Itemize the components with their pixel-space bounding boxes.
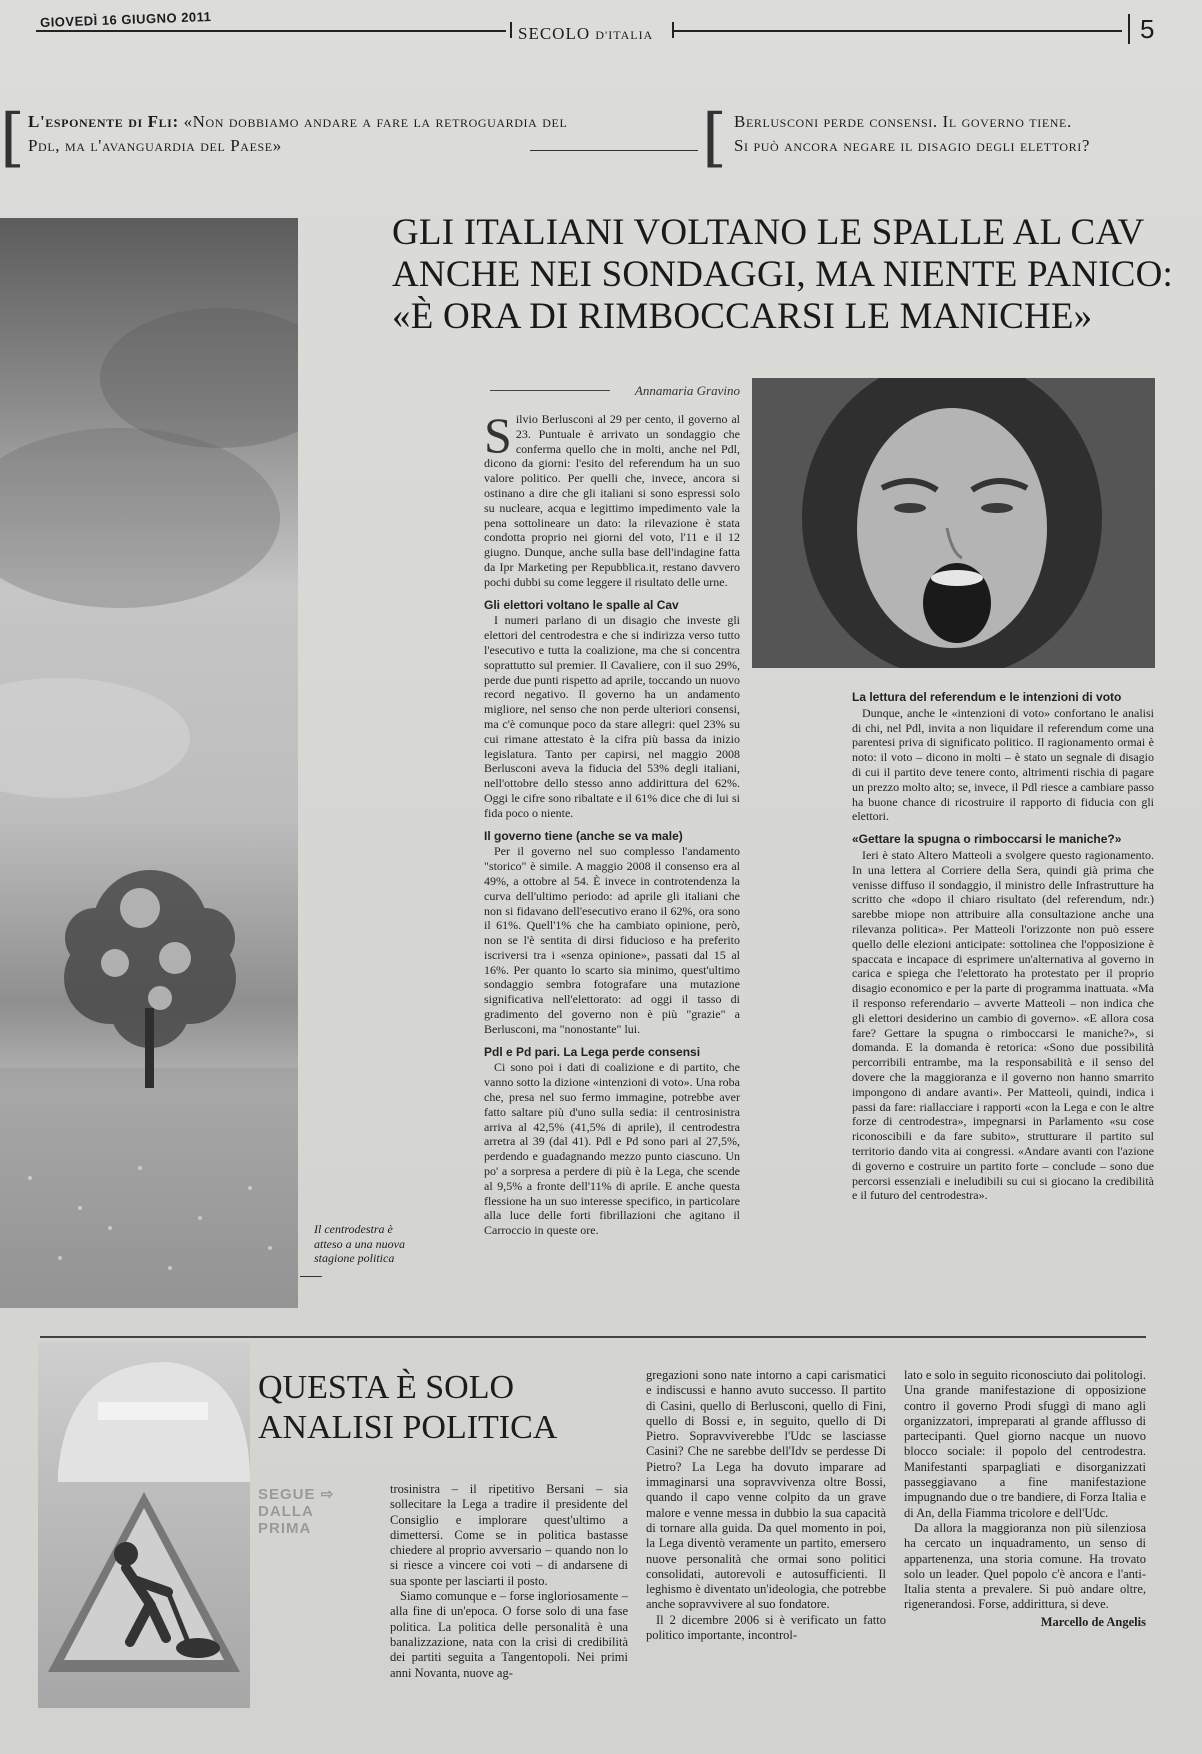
masthead-rule-left (36, 30, 506, 32)
dropcap: S (484, 407, 512, 463)
analysis-column-1: trosinistra – il ripetitivo Bersani – sia sollecitare la Lega a tradire il presidente del Consiglio e implorare quest'ultimo a dimettersi. Come se in politica bastasse chiedere al proprio avversario – quando non lo si riesce a vincere coi voti – di andarsene di sua sponte per lasciarti il posto. Siamo comunque e – forse ingloriosamente – alla fine di un'epoca. O forse solo di una fase politica. La politica delle personalità è una banalizzazione, nata con la crisi di credibilità dei partiti seguita a Tangentopoli. Nei primi anni Novanta, nuove ag- (390, 1482, 628, 1680)
masthead-divider (672, 22, 674, 38)
segue-dalla-prima: SEGUE ⇨ DALLA PRIMA (258, 1486, 335, 1537)
subhead-3: Pdl e Pd pari. La Lega perde consensi (484, 1044, 701, 1059)
screaming-girl-photo (752, 378, 1155, 668)
kicker-left: L'esponente di Fli: «Non dobbiamo andare a fare la retroguardia del Pdl, ma l'avanguardia del Paese» (28, 112, 568, 155)
analysis-column-3: lato e solo in seguito riconosciuto dai politologi. Una grande manifestazione di opposizione contro il governo Prodi sfuggì di mano agli organizzatori, impreparati al grande afflusso di partecipanti. Quel giorno nacque un nuovo blocco sociale: il popolo del centrodestra. Manifestanti sparpagliati e disorganizzati passeggiavano a fine manifestazione impugnando due o tre bandiere, di Forza Italia e di An, della Fiamma tricolore e dell'Udc. Da allora la maggioranza non più silenziosa ha cercato un inquadramento, un senso di appartenenza, una storia comune. Ha trovato solo un leader. Quel popolo c'è ancora e l'anti-Italia stenta a prevalere. Si può andare oltre, rigenerandosi. Forse, addirittura, si deve. Marcello de Angelis (904, 1368, 1146, 1629)
headline: GLI ITALIANI VOLTANO LE SPALLE AL CAV ANCHE NEI SONDAGGI, MA NIENTE PANICO: «È ORA DI RIMBOCCARSI LE MANICHE» (392, 212, 1173, 337)
page-number: 5 (1128, 14, 1154, 44)
article-lead: ilvio Berlusconi al 29 per cento, il governo al 23. Puntuale è arrivato un sondaggio che conferma quello che in molti, anche nel Pdl, dicono da giorni: l'esito del referendum ha un suo valore politico. Per quelli che, invece, ancora si ostinano a dire che gli italiani si sono espressi solo su nucleare, acqua e legittimo impedimento vale la pena sottolineare un dato: la rilevazione è stata condotta proprio nei giorni del voto, l'11 e il 12 giugno. Dunque, anche sulla base dell'indagine fatta da Ipr Marketing per Repubblica.it, restano davvero pochi dubbi su come leggere il risultato delle urne. (484, 412, 740, 589)
photo-caption: Il centrodestra è atteso a una nuova stagione politica (314, 1222, 405, 1265)
subhead-1: Gli elettori voltano le spalle al Cav (484, 597, 679, 612)
article-paragraph: Dunque, anche le «intenzioni di voto» confortano le analisi di chi, nel Pdl, invita a non liquidare il referendum come una parentesi priva di significato politico. Il ragionamento ormai è noto: il voto – dicono in molti – è stato un segnale di disagio di cui il partito deve tenere conto, altrimenti rischia di pagare un prezzo molto alto; se, invece, il Pdl riesce a cambiare passo ha buone chance di ricostruire il rapporto di fiducia con gli elettori. (852, 705, 1154, 824)
issue-date: GIOVEDÌ 16 GIUGNO 2011 (39, 9, 212, 30)
subhead-2: Il governo tiene (anche se va male) (484, 828, 683, 843)
article-column-1 (484, 407, 740, 1238)
masthead-rule-right (672, 30, 1122, 32)
article-paragraph: I numeri parlano di un disagio che investe gli elettori del centrodestra e che si indirizza verso tutto l'esecutivo e tutta la coalizione, ma che si concentra soprattutto sul premier. Il Cavaliere, con il suo 29%, perde due punti rispetto ad aprile, toccando un nuovo record negativo. Il governo ha un andamento migliore, nel senso che non perde ulteriori consensi, ma c'è comunque poco da stare allegri: quel 23% su cui rimane attestato è la cifra più bassa da inizio legislatura. Tanto per capirsi, nel maggio 2008 Berlusconi aveva la fiducia del 53% degli italiani, nell'ottobre dello stesso anno addirittura del 62%. Oggi le cifre sono ribaltate e il 61% dice che di lui si fida poco o niente. (484, 613, 740, 820)
bracket-right: [ (702, 101, 727, 175)
article-paragraph: Ieri è stato Altero Matteoli a svolgere questo ragionamento. In una lettera al Corriere della Sera, quindi già prima che venisse diffuso il sondaggio, il ministro delle Infrastrutture ha scritto che «dopo il chiaro risultato (del referendum, ndr.) sarebbe miope non attribuire alla consultazione anche una rilevanza politica». Per Matteoli l'orizzonte non può essere quello delle elezioni anticipate: sottolinea che l'opposizione è spaccata e incapace di esprimere un'alternativa al governo in carica e spiega che l'elettorato ha protestato per il proprio disagio economico e per la parte di programma inattuata. «Ma il responso referendario – avverte Matteoli – non indica che gli elettori desiderino un cambio di governo». «E allora cosa fare? Gettare la spugna o rimboccarsi le maniche?», si domanda. E la domanda è retorica: «Sono due possibilità percorribili entrambe, ma la responsabilità e il senso del dovere che la maggioranza e il governo non hanno smarrito impongono di andare avanti». Per Matteoli, quindi, indica i passi da fare: riallacciare i rapporti «con la Lega e con le altre forze di centrodestra», impegnarsi in Parlamento «su cose riconoscibili e da fare subito», strutturare il partito sul territorio dando vita ai congressi. «Andare avanti con l'azione di governo e costruire un partito forte – conclude – sono due percorsi essenziali e ineludibili su cui si giocano la credibilità e il futuro del centrodestra». (852, 847, 1154, 1203)
byline: Annamaria Gravino (634, 383, 740, 398)
article-column-2 (852, 690, 1154, 1203)
article-paragraph: Ci sono poi i dati di coalizione e di partito, che vanno sotto la dizione «intenzioni di voto». Una roba che, presa nel suo fermo immagine, potrebbe aver fatto saltare più d'uno sulla sedia: il centrosinistra arriva al 42,5% (41,5% di aprile), il centrodestra arretra al 39 (dal 41). Pdl e Pd sono pari al 27,5%, perdendo e guadagnando mezzo punto ciascuno. Un po' a sorpresa a perdere di più è la Lega, che scende al 9,5% a fronte dell'11% di aprile. E anche questa flessione ha un suo interesse specifico, in particolare alla luce delle forti fibrillazioni che agitano il Carroccio in queste ore. (484, 1060, 740, 1238)
paper-name: SECOLO D'ITALIA (518, 24, 654, 43)
arrow-right-icon: ⇨ (320, 1486, 335, 1503)
author-signature: Marcello de Angelis (1040, 1614, 1146, 1629)
article-paragraph: Per il governo nel suo complesso l'andamento "storico" è simile. A maggio 2008 il consenso era al 49%, a ottobre al 54. È invece in controtendenza la curva dell'ultimo periodo: ad aprile gli italiani che non si fidavano dell'esecutivo erano il 62%, ora sono il 61%. Quell'1% che ha cambiato opinione, però, non se l'è sentita di dirsi fiducioso e ha preferito iscriversi tra i «senza opinione», passati dal 15 al 16%. Per quanto lo scarto sia minimo, quest'ultimo sondaggio sembra fotografare una mutazione significativa nell'elettorato: ad oggi il tasso di gradimento del governo non è più "grazie" a Berlusconi, ma "nonostante" lui. (484, 844, 740, 1036)
subhead-5: «Gettare la spugna o rimboccarsi le maniche?» (852, 832, 1122, 847)
analysis-title: QUESTA È SOLO ANALISI POLITICA (258, 1369, 558, 1446)
kicker-right: Berlusconi perde consensi. Il governo tiene. Si può ancora negare il disagio degli elettori? (734, 112, 1091, 155)
subhead-4: La lettura del referendum e le intenzioni di voto (852, 690, 1122, 704)
tree-photo (0, 218, 298, 1308)
analysis-column-2: gregazioni sono nate intorno a capi carismatici e indiscussi e hanno avuto successo. Il partito di Casini, quello di Berlusconi, quello di Fini, quello di Bossi e, in seguito, quello di Di Pietro. Sopravviverebbe l'Udc se lasciasse Casini? Che ne sarebbe dell'Idv se perdesse Di Pietro? La Lega ha dovuto imparare ad immaginarsi una sopravvivenza oltre Bossi, quando il capo venne colpito da un grave malore e venne messa in dubbio la sua capacità di tornare alla guida. Da quel momento in poi, la Lega diventò veramente un partito, emersero nuove personalità che ormai sono politici consolidati, autorevoli e autosufficienti. Il leghismo è diventato un'ideologia, che potrebbe anche sopravvivere al suo fondatore. Il 2 dicembre 2006 si è verificato un fatto politico importante, incontrol- (646, 1368, 886, 1643)
section-rule (40, 1336, 1146, 1338)
construction-sign-illustration (38, 1342, 250, 1708)
caption-rule (300, 1276, 322, 1277)
bracket-left: [ (0, 101, 25, 175)
kicker-rule (530, 150, 698, 151)
masthead-divider (510, 22, 512, 38)
